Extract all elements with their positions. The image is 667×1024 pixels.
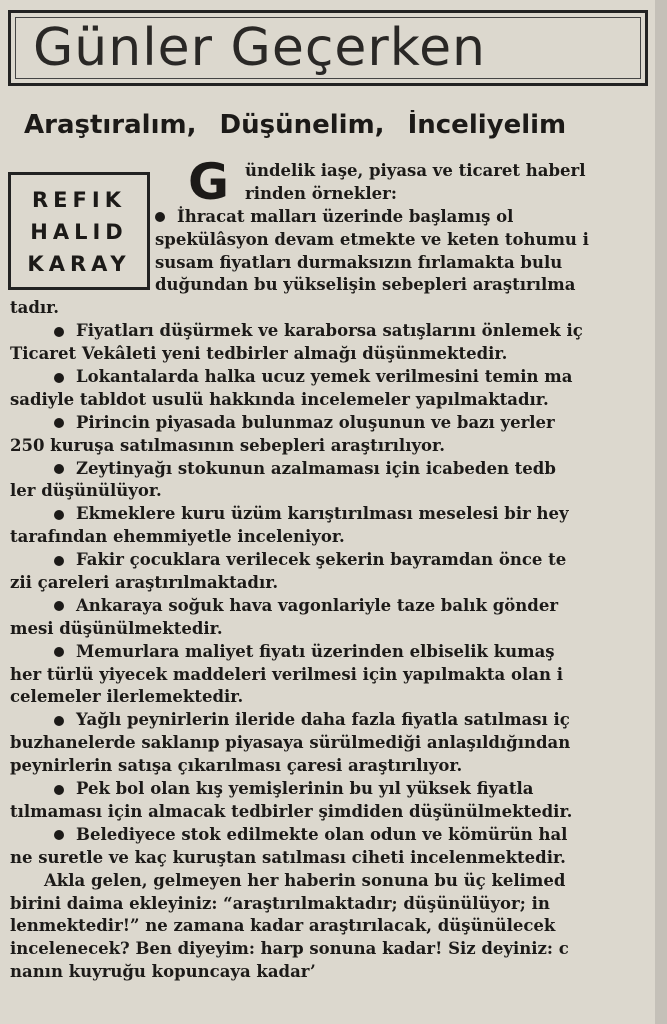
bullet-dot-icon <box>54 830 64 840</box>
bullet-item-line: buzhanelerde saklanıp piyasaya sürülmediği anlaşıldığından <box>10 733 571 753</box>
drop-cap: G <box>188 153 230 211</box>
bullet-item-line: tarafından ehemmiyetle inceleniyor. <box>10 527 345 547</box>
bullet-text: Pirincin piyasada bulunmaz oluşunun ve bazı yerler <box>76 412 555 432</box>
bullet-dot-icon <box>54 601 64 611</box>
bullet-item-line: sadiyle tabldot usulü hakkında incelemeler yapılmaktadır. <box>10 389 549 409</box>
bullet-item-line <box>10 824 655 847</box>
column-masthead <box>8 10 648 86</box>
closing-paragraph-line: Akla gelen, gelmeyen her haberin sonuna bu üç kelimed <box>44 870 566 890</box>
bullet-text: Belediyece stok edilmekte olan odun ve kömürün hal <box>76 824 568 844</box>
bullet-item-line: zii çareleri araştırılmaktadır. <box>10 573 279 593</box>
bullet-text: Yağlı peynirlerin ileride daha fazla fiyatla satılması iç <box>76 710 570 730</box>
bullet-item-line <box>10 206 655 229</box>
bullet-dot-icon <box>54 785 64 795</box>
article-headline: Araştıralım, Düşünelim, İnceliyelim <box>24 110 567 140</box>
bullet-dot-icon <box>54 647 64 657</box>
bullet-text: Fakir çocuklara verilecek şekerin bayramdan önce te <box>76 550 567 570</box>
bullet-item-line: mesi düşünülmektedir. <box>10 618 223 638</box>
byline-last-name: KARAY <box>27 252 131 276</box>
bullet-item-line: tadır. <box>10 298 60 318</box>
bullet-item-line: 250 kuruşa satılmasının sebepleri araştırılıyor. <box>10 435 445 455</box>
page-edge <box>655 0 667 1024</box>
bullet-item-line: peynirlerin satışa çıkarılması çaresi araştırılıyor. <box>10 756 463 776</box>
bullet-dot-icon <box>54 327 64 337</box>
bullet-item-line <box>10 320 655 343</box>
bullet-dot-icon <box>155 212 165 222</box>
bullet-item-line <box>10 458 655 481</box>
bullet-item-line: tılmaması için almacak tedbirler şimdiden düşünülmektedir. <box>10 801 573 821</box>
bullet-text: İhracat malları üzerinde başlamış ol <box>177 206 514 226</box>
bullet-dot-icon <box>54 373 64 383</box>
bullet-text: Lokantalarda halka ucuz yemek verilmesini temin ma <box>76 367 573 387</box>
bullet-text: Ekmeklere kuru üzüm karıştırılması meselesi bir hey <box>76 504 569 524</box>
bullet-item-line <box>10 778 655 801</box>
bullet-dot-icon <box>54 716 64 726</box>
closing-paragraph-line: lenmektedir!” ne zamana kadar araştırılacak, düşünülecek <box>10 916 556 936</box>
bullet-item-line: susam fiyatları durmaksızın fırlamakta bulu <box>155 252 563 272</box>
bullet-item-line <box>10 709 655 732</box>
bullet-item-line: Ticaret Vekâleti yeni tedbirler almağı düşünmektedir. <box>10 344 508 364</box>
closing-paragraph-line: birini daima ekleyiniz: “araştırılmaktadır; düşünülüyor; in <box>10 893 550 913</box>
bullet-dot-icon <box>54 556 64 566</box>
byline-first-name: REFIK <box>32 188 126 212</box>
bullet-dot-icon <box>54 418 64 428</box>
masthead-title: Günler Geçerken <box>33 18 487 78</box>
bullet-text: Zeytinyağı stokunun azalmaması için icabeden tedb <box>76 458 556 478</box>
bullet-text: Fiyatları düşürmek ve karaborsa satışlarını önlemek iç <box>76 321 583 341</box>
bullet-item-line: celemeler ilerlemektedir. <box>10 687 244 707</box>
bullet-dot-icon <box>54 510 64 520</box>
bullet-item-line: duğundan bu yükselişin sebepleri araştırılma <box>155 275 576 295</box>
bullet-text: Memurlara maliyet fiyatı üzerinden elbiselik kumaş <box>76 641 555 661</box>
intro-line: rinden örnekler: <box>245 183 397 203</box>
bullet-item-line: ne suretle ve kaç kuruştan satılması ciheti incelenmektedir. <box>10 847 566 867</box>
bullet-item-line: ler düşünülüyor. <box>10 481 162 501</box>
bullet-text: Pek bol olan kış yemişlerinin bu yıl yüksek fiyatla <box>76 779 534 799</box>
byline-middle-name: HALID <box>30 220 128 244</box>
bullet-item-line <box>10 412 655 435</box>
bullet-item-line <box>10 503 655 526</box>
bullet-item-line <box>10 595 655 618</box>
article-body <box>10 153 655 1000</box>
bullet-item-line <box>10 366 655 389</box>
bullet-item-line <box>10 549 655 572</box>
closing-paragraph-line: nanın kuyruğu kopuncaya kadar’ <box>10 962 316 982</box>
bullet-item-line: her türlü yiyecek maddeleri verilmesi için yapılmakta olan i <box>10 664 563 684</box>
bullet-item-line <box>10 641 655 664</box>
bullet-item-line: spekülâsyon devam etmekte ve keten tohumu i <box>155 229 589 249</box>
closing-paragraph-line: incelenecek? Ben diyeyim: harp sonuna kadar! Siz deyiniz: c <box>10 939 569 959</box>
bullet-dot-icon <box>54 464 64 474</box>
bullet-text: Ankaraya soğuk hava vagonlariyle taze balık gönder <box>76 595 559 615</box>
intro-line: ündelik iaşe, piyasa ve ticaret haberl <box>245 161 586 180</box>
